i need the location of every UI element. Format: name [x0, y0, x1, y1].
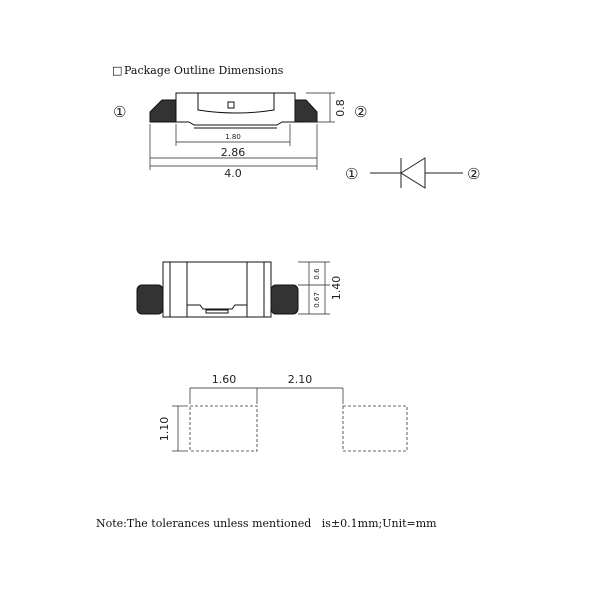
side-view	[150, 93, 317, 128]
side-right-terminal	[295, 100, 317, 122]
drawing-title	[112, 64, 284, 77]
side-left-terminal	[150, 100, 176, 122]
diode-triangle	[401, 158, 425, 188]
dim-total-label: 4.0	[224, 167, 242, 180]
dim-inner-label: 1.80	[225, 133, 241, 141]
dim-body-label: 2.86	[220, 146, 246, 159]
top-right-terminal	[271, 285, 298, 314]
side-pin1-label: ①	[113, 103, 127, 121]
dim-height-label: 0.8	[334, 99, 347, 117]
dim-pad-width-label: 1.60	[211, 373, 237, 386]
dim-gap-label: 2.10	[287, 373, 313, 386]
pad-right	[343, 406, 407, 451]
side-marker-square	[228, 102, 234, 108]
diode-pin1-label: ①	[345, 165, 359, 183]
diode-pin2-label: ②	[467, 165, 481, 183]
dim-lower-label: 0.67	[313, 292, 321, 308]
title-box-glyph: □	[112, 64, 123, 77]
top-view	[137, 262, 298, 317]
top-notch-tab	[206, 310, 228, 313]
dim-top-total-label: 1.40	[330, 275, 343, 301]
dim-upper-label: 0.6	[313, 268, 321, 280]
tolerance-note: Note:The tolerances unless mentioned is±0.1mm;Unit=mm	[96, 517, 437, 530]
pad-left	[190, 406, 257, 451]
top-left-terminal	[137, 285, 163, 314]
pad-layout	[190, 406, 407, 451]
top-notch	[187, 305, 247, 309]
side-lens	[198, 93, 274, 113]
side-pin2-label: ②	[354, 103, 368, 121]
diode-symbol	[370, 158, 463, 188]
pad-dimensions	[172, 388, 343, 451]
title-text: Package Outline Dimensions	[124, 64, 284, 77]
side-body	[176, 93, 295, 125]
dim-pad-height-label: 1.10	[158, 416, 171, 442]
